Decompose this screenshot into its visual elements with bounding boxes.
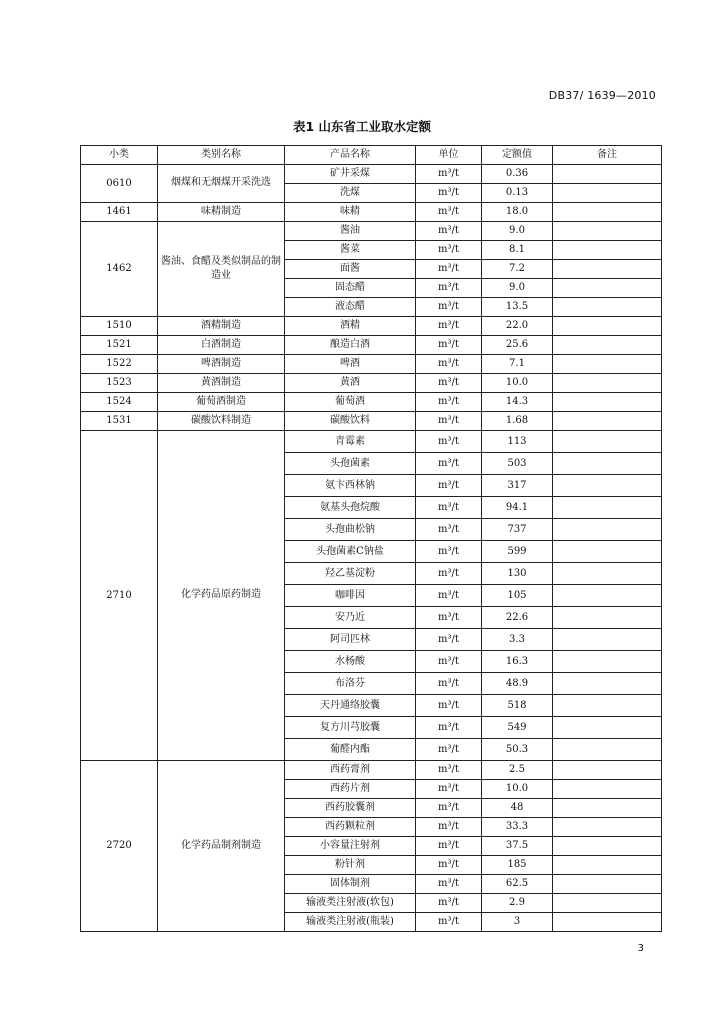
cell-note: [553, 184, 662, 203]
header-value: 定额值: [482, 146, 553, 165]
cell-product: 酿造白酒: [285, 336, 416, 355]
cell-value: 37.5: [482, 837, 553, 856]
cell-category: 啤酒制造: [158, 355, 285, 374]
cell-value: 13.5: [482, 298, 553, 317]
cell-value: 1.68: [482, 412, 553, 431]
cell-value: 3: [482, 913, 553, 932]
cell-product: 西药颗粒剂: [285, 818, 416, 837]
cell-unit: m³/t: [416, 203, 482, 222]
cell-note: [553, 717, 662, 739]
cell-category: 化学药品制剂制造: [158, 761, 285, 932]
cell-code: 1462: [81, 222, 158, 317]
cell-value: 48: [482, 799, 553, 818]
cell-note: [553, 241, 662, 260]
cell-note: [553, 818, 662, 837]
cell-unit: m³/t: [416, 412, 482, 431]
cell-value: 14.3: [482, 393, 553, 412]
cell-value: 185: [482, 856, 553, 875]
cell-note: [553, 629, 662, 651]
cell-note: [553, 298, 662, 317]
cell-product: 葡萄酒: [285, 393, 416, 412]
cell-value: 16.3: [482, 651, 553, 673]
cell-note: [553, 475, 662, 497]
cell-value: 25.6: [482, 336, 553, 355]
cell-value: 94.1: [482, 497, 553, 519]
cell-note: [553, 673, 662, 695]
table-title: 表1 山东省工业取水定额: [292, 119, 432, 134]
cell-unit: m³/t: [416, 739, 482, 761]
cell-note: [553, 203, 662, 222]
cell-value: 3.3: [482, 629, 553, 651]
header-category: 类别名称: [158, 146, 285, 165]
cell-product: 小容量注射剂: [285, 837, 416, 856]
cell-code: 1461: [81, 203, 158, 222]
cell-code: 0610: [81, 165, 158, 203]
cell-product: 羟乙基淀粉: [285, 563, 416, 585]
cell-note: [553, 374, 662, 393]
cell-code: 2720: [81, 761, 158, 932]
cell-note: [553, 894, 662, 913]
table-body: [81, 165, 662, 932]
cell-unit: m³/t: [416, 563, 482, 585]
cell-category: 白酒制造: [158, 336, 285, 355]
cell-product: 固态醋: [285, 279, 416, 298]
cell-value: 9.0: [482, 279, 553, 298]
cell-unit: m³/t: [416, 298, 482, 317]
cell-unit: m³/t: [416, 279, 482, 298]
cell-note: [553, 780, 662, 799]
cell-product: 面酱: [285, 260, 416, 279]
cell-note: [553, 497, 662, 519]
cell-unit: m³/t: [416, 165, 482, 184]
table-row: [81, 412, 662, 431]
cell-note: [553, 541, 662, 563]
cell-product: 青霉素: [285, 431, 416, 453]
cell-code: 1524: [81, 393, 158, 412]
cell-category: 葡萄酒制造: [158, 393, 285, 412]
cell-unit: m³/t: [416, 780, 482, 799]
cell-product: 头孢菌素: [285, 453, 416, 475]
cell-note: [553, 585, 662, 607]
cell-note: [553, 856, 662, 875]
cell-value: 10.0: [482, 374, 553, 393]
cell-value: 549: [482, 717, 553, 739]
cell-note: [553, 519, 662, 541]
cell-value: 7.1: [482, 355, 553, 374]
header-code: 小类: [81, 146, 158, 165]
cell-category: 烟煤和无烟煤开采洗选: [158, 165, 285, 203]
cell-value: 599: [482, 541, 553, 563]
table-row: [81, 393, 662, 412]
table-row: [81, 203, 662, 222]
cell-product: 碳酸饮料: [285, 412, 416, 431]
cell-product: 矿井采煤: [285, 165, 416, 184]
cell-unit: m³/t: [416, 761, 482, 780]
cell-code: 1523: [81, 374, 158, 393]
cell-unit: m³/t: [416, 355, 482, 374]
cell-unit: m³/t: [416, 497, 482, 519]
cell-value: 50.3: [482, 739, 553, 761]
table-row: [81, 355, 662, 374]
cell-value: 518: [482, 695, 553, 717]
cell-unit: m³/t: [416, 393, 482, 412]
cell-unit: m³/t: [416, 453, 482, 475]
cell-category: 酱油、食醋及类似制品的制造业: [158, 222, 285, 317]
table-row: [81, 374, 662, 393]
cell-product: 黄酒: [285, 374, 416, 393]
cell-category: 碳酸饮料制造: [158, 412, 285, 431]
cell-unit: m³/t: [416, 519, 482, 541]
cell-value: 7.2: [482, 260, 553, 279]
cell-unit: m³/t: [416, 336, 482, 355]
cell-category: 味精制造: [158, 203, 285, 222]
cell-value: 2.5: [482, 761, 553, 780]
cell-unit: m³/t: [416, 799, 482, 818]
table-row: [81, 222, 662, 241]
cell-product: 天丹通络胶囊: [285, 695, 416, 717]
cell-product: 葡醛内酯: [285, 739, 416, 761]
cell-note: [553, 799, 662, 818]
table-row: [81, 761, 662, 780]
cell-unit: m³/t: [416, 541, 482, 563]
cell-value: 18.0: [482, 203, 553, 222]
cell-product: 安乃近: [285, 607, 416, 629]
cell-unit: m³/t: [416, 673, 482, 695]
cell-unit: m³/t: [416, 894, 482, 913]
cell-value: 33.3: [482, 818, 553, 837]
cell-product: 阿司匹林: [285, 629, 416, 651]
cell-note: [553, 453, 662, 475]
cell-note: [553, 317, 662, 336]
cell-unit: m³/t: [416, 856, 482, 875]
cell-product: 洗煤: [285, 184, 416, 203]
cell-unit: m³/t: [416, 818, 482, 837]
water-quota-table: [80, 145, 662, 932]
cell-value: 113: [482, 431, 553, 453]
cell-product: 输液类注射液(软包): [285, 894, 416, 913]
cell-unit: m³/t: [416, 875, 482, 894]
cell-note: [553, 695, 662, 717]
cell-note: [553, 761, 662, 780]
cell-value: 317: [482, 475, 553, 497]
cell-unit: m³/t: [416, 607, 482, 629]
cell-note: [553, 837, 662, 856]
cell-category: 化学药品原药制造: [158, 431, 285, 761]
cell-note: [553, 607, 662, 629]
cell-product: 酱油: [285, 222, 416, 241]
cell-code: 1531: [81, 412, 158, 431]
cell-unit: m³/t: [416, 374, 482, 393]
cell-unit: m³/t: [416, 431, 482, 453]
cell-note: [553, 563, 662, 585]
cell-unit: m³/t: [416, 184, 482, 203]
header-product: 产品名称: [285, 146, 416, 165]
cell-note: [553, 875, 662, 894]
header-unit: 单位: [416, 146, 482, 165]
cell-value: 0.13: [482, 184, 553, 203]
cell-note: [553, 260, 662, 279]
cell-note: [553, 739, 662, 761]
cell-product: 复方川芎胶囊: [285, 717, 416, 739]
cell-product: 水杨酸: [285, 651, 416, 673]
cell-note: [553, 412, 662, 431]
cell-unit: m³/t: [416, 837, 482, 856]
cell-note: [553, 651, 662, 673]
cell-product: 液态醋: [285, 298, 416, 317]
cell-unit: m³/t: [416, 260, 482, 279]
cell-unit: m³/t: [416, 585, 482, 607]
cell-code: 1522: [81, 355, 158, 374]
cell-unit: m³/t: [416, 222, 482, 241]
table-row: [81, 336, 662, 355]
cell-product: 西药胶囊剂: [285, 799, 416, 818]
cell-product: 氨卞西林钠: [285, 475, 416, 497]
cell-product: 西药膏剂: [285, 761, 416, 780]
cell-product: 输液类注射液(瓶装): [285, 913, 416, 932]
cell-value: 62.5: [482, 875, 553, 894]
cell-product: 酒精: [285, 317, 416, 336]
cell-note: [553, 336, 662, 355]
cell-product: 布洛芬: [285, 673, 416, 695]
cell-value: 105: [482, 585, 553, 607]
cell-value: 503: [482, 453, 553, 475]
cell-unit: m³/t: [416, 913, 482, 932]
document-id: DB37/ 1639—2010: [548, 89, 656, 102]
cell-value: 22.6: [482, 607, 553, 629]
cell-code: 1521: [81, 336, 158, 355]
cell-unit: m³/t: [416, 629, 482, 651]
cell-unit: m³/t: [416, 651, 482, 673]
cell-product: 咖啡因: [285, 585, 416, 607]
cell-product: 氨基头孢烷酸: [285, 497, 416, 519]
cell-value: 737: [482, 519, 553, 541]
table-header-row: [81, 146, 662, 165]
cell-note: [553, 431, 662, 453]
cell-value: 130: [482, 563, 553, 585]
table-row: [81, 165, 662, 184]
cell-category: 酒精制造: [158, 317, 285, 336]
cell-product: 味精: [285, 203, 416, 222]
cell-product: 啤酒: [285, 355, 416, 374]
cell-value: 10.0: [482, 780, 553, 799]
cell-product: 固体制剂: [285, 875, 416, 894]
cell-unit: m³/t: [416, 241, 482, 260]
cell-value: 22.0: [482, 317, 553, 336]
cell-note: [553, 165, 662, 184]
cell-product: 头孢菌素C钠盐: [285, 541, 416, 563]
cell-value: 0.36: [482, 165, 553, 184]
table-row: [81, 431, 662, 453]
cell-unit: m³/t: [416, 475, 482, 497]
cell-code: 1510: [81, 317, 158, 336]
cell-category: 黄酒制造: [158, 374, 285, 393]
cell-product: 头孢曲松钠: [285, 519, 416, 541]
header-note: 备注: [553, 146, 662, 165]
cell-value: 48.9: [482, 673, 553, 695]
cell-note: [553, 222, 662, 241]
cell-note: [553, 279, 662, 298]
cell-product: 粉针剂: [285, 856, 416, 875]
cell-unit: m³/t: [416, 317, 482, 336]
cell-value: 2.9: [482, 894, 553, 913]
cell-unit: m³/t: [416, 695, 482, 717]
cell-code: 2710: [81, 431, 158, 761]
cell-note: [553, 393, 662, 412]
cell-unit: m³/t: [416, 717, 482, 739]
cell-note: [553, 355, 662, 374]
cell-value: 8.1: [482, 241, 553, 260]
table-row: [81, 317, 662, 336]
cell-note: [553, 913, 662, 932]
cell-value: 9.0: [482, 222, 553, 241]
cell-product: 酱菜: [285, 241, 416, 260]
page-number: 3: [637, 943, 644, 954]
cell-product: 西药片剂: [285, 780, 416, 799]
